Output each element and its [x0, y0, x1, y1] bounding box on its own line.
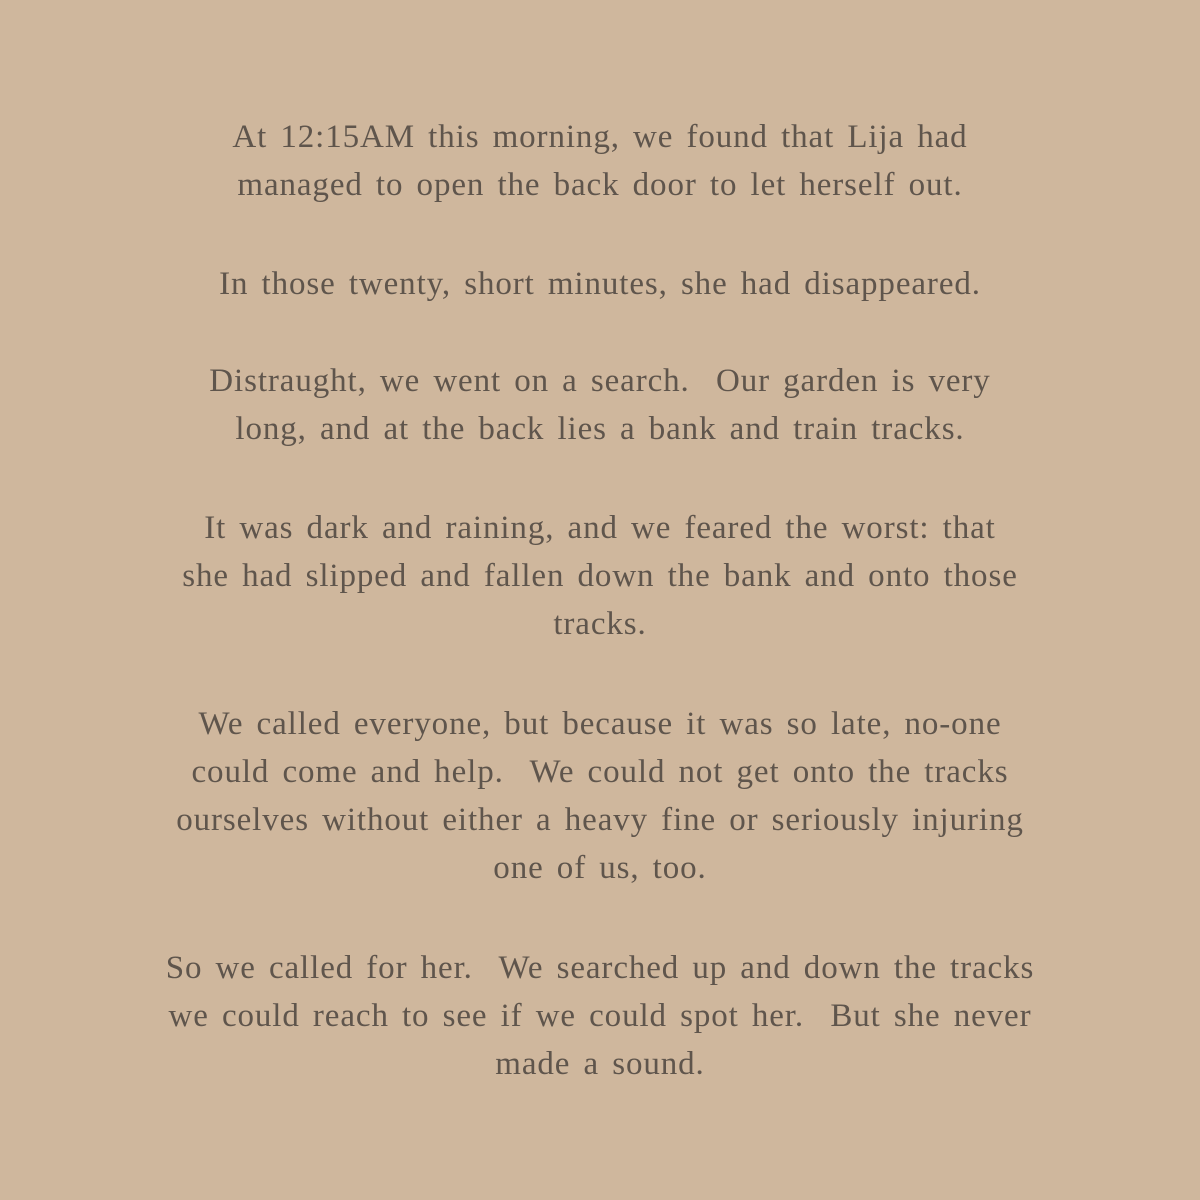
story-paragraph-1 [0, 113, 1200, 209]
paragraph-2-line-1: In those twenty, short minutes, she had disappeared. [219, 266, 981, 302]
paragraph-6-line-1: So we called for her. We searched up and down the tracks [165, 950, 1035, 986]
paragraph-5-line-4: one of us, too. [493, 850, 707, 886]
story-paragraph-2 [0, 260, 1200, 308]
paragraph-4-line-3: tracks. [553, 606, 647, 642]
paragraph-4-line-1: It was dark and raining, and we feared the worst: that [204, 510, 996, 546]
paragraph-5-line-2: could come and help. We could not get onto the tracks [191, 754, 1009, 790]
story-paragraph-5 [0, 700, 1200, 892]
paragraph-3-line-1: Distraught, we went on a search. Our garden is very [209, 363, 991, 399]
story-paragraph-4 [0, 504, 1200, 648]
paragraph-6-line-2: we could reach to see if we could spot her. But she never [168, 998, 1032, 1034]
story-paragraph-6 [0, 944, 1200, 1088]
paragraph-5-line-1: We called everyone, but because it was so late, no-one [198, 706, 1002, 742]
paragraph-5-line-3: ourselves without either a heavy fine or seriously injuring [176, 802, 1024, 838]
paragraph-6-line-3: made a sound. [495, 1046, 705, 1082]
paragraph-3-line-2: long, and at the back lies a bank and train tracks. [235, 411, 965, 447]
paragraph-4-line-2: she had slipped and fallen down the bank and onto those [182, 558, 1018, 594]
story-paragraph-3 [0, 357, 1200, 453]
paragraph-1-line-1: At 12:15AM this morning, we found that Lija had [232, 119, 968, 155]
paragraph-1-line-2: managed to open the back door to let herself out. [237, 167, 963, 203]
